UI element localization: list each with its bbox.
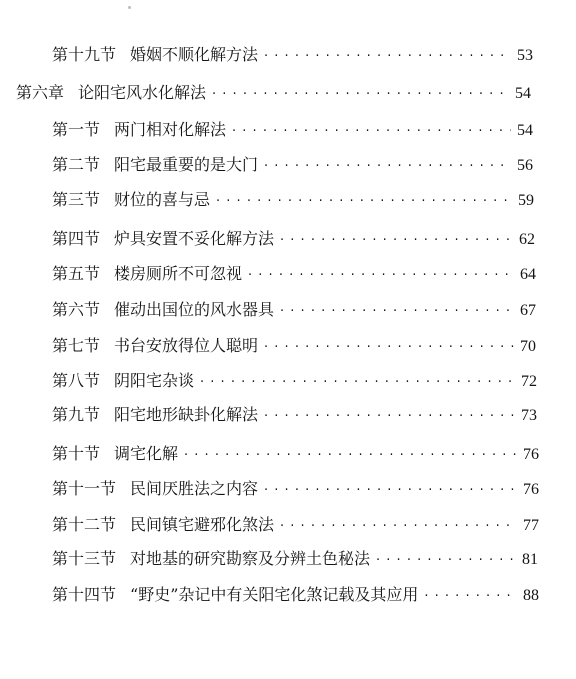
section-number: 第四节 (52, 229, 101, 248)
section-number: 第八节 (52, 371, 101, 390)
section-title: 催动出国位的风水器具 (114, 300, 275, 319)
section-number: 第十四节 (52, 585, 117, 604)
page-number: 77 (523, 517, 539, 534)
chapter-number: 第六章 (16, 83, 65, 102)
scan-speck (128, 6, 131, 9)
dot-leader (248, 266, 514, 286)
dot-leader (264, 407, 515, 427)
toc-entry[interactable] (52, 120, 533, 142)
page-number: 54 (517, 122, 533, 139)
toc-entry[interactable] (52, 229, 535, 251)
section-number: 第五节 (52, 264, 101, 283)
dot-leader (424, 587, 517, 607)
toc-entry[interactable] (52, 405, 537, 427)
dot-leader (216, 192, 512, 212)
toc-entry[interactable] (52, 264, 536, 286)
section-title: 民间厌胜法之内容 (130, 479, 259, 498)
page-number: 56 (517, 157, 533, 174)
page-number: 76 (523, 446, 539, 463)
section-title: 阴阳宅杂谈 (114, 371, 195, 390)
toc-entry[interactable] (52, 444, 539, 466)
page-number: 64 (520, 266, 536, 283)
dot-leader (264, 338, 514, 358)
section-title: 阳宅地形缺卦化解法 (114, 405, 259, 424)
section-title: 对地基的研究勘察及分辨土色秘法 (130, 549, 371, 568)
section-number: 第十二节 (52, 515, 117, 534)
chapter-title: 论阳宅风水化解法 (78, 83, 207, 102)
toc-entry[interactable] (52, 336, 536, 358)
section-number: 第十三节 (52, 549, 117, 568)
section-number: 第七节 (52, 336, 101, 355)
dot-leader (280, 517, 517, 537)
page-number: 72 (521, 373, 537, 390)
section-title: 调宅化解 (114, 444, 179, 463)
page-number: 70 (520, 338, 536, 355)
dot-leader (200, 373, 515, 393)
dot-leader (184, 446, 517, 466)
dot-leader (280, 302, 514, 322)
section-number: 第二节 (52, 155, 101, 174)
dot-leader (376, 551, 516, 571)
page-number: 54 (515, 85, 531, 102)
page-number: 62 (519, 231, 535, 248)
section-title: 民间镇宅避邪化煞法 (130, 515, 275, 534)
section-title: 炉具安置不妥化解方法 (114, 229, 275, 248)
section-title: 两门相对化解法 (114, 120, 227, 139)
section-title: 阳宅最重要的是大门 (114, 155, 259, 174)
section-title: 婚姻不顺化解方法 (130, 45, 259, 64)
dot-leader (280, 231, 513, 251)
toc-entry[interactable] (52, 300, 536, 322)
dot-leader (264, 481, 517, 501)
toc-entry[interactable] (52, 585, 539, 607)
section-title: “野史”杂记中有关阳宅化煞记载及其应用 (130, 585, 419, 604)
dot-leader (264, 157, 511, 177)
section-number: 第十一节 (52, 479, 117, 498)
section-number: 第十九节 (52, 45, 117, 64)
toc-entry[interactable] (52, 515, 539, 537)
section-number: 第十节 (52, 444, 101, 463)
section-title: 财位的喜与忌 (114, 190, 211, 209)
dot-leader (264, 47, 511, 67)
toc-entry[interactable] (52, 549, 538, 571)
dot-leader (212, 85, 509, 105)
section-number: 第九节 (52, 405, 101, 424)
section-number: 第六节 (52, 300, 101, 319)
page-number: 67 (520, 302, 536, 319)
page-number: 59 (518, 192, 534, 209)
section-number: 第一节 (52, 120, 101, 139)
dot-leader (232, 122, 511, 142)
page-number: 88 (523, 587, 539, 604)
toc-chapter-entry[interactable] (16, 83, 531, 105)
toc-entry[interactable] (52, 190, 534, 212)
page-number: 76 (523, 481, 539, 498)
page-number: 81 (522, 551, 538, 568)
toc-entry[interactable] (52, 479, 539, 501)
toc-entry[interactable] (52, 371, 537, 393)
section-title: 楼房厕所不可忽视 (114, 264, 243, 283)
page-number: 73 (521, 407, 537, 424)
toc-entry[interactable] (52, 155, 533, 177)
page-number: 53 (517, 47, 533, 64)
section-title: 书台安放得位人聪明 (114, 336, 259, 355)
toc-entry[interactable] (52, 45, 533, 67)
section-number: 第三节 (52, 190, 101, 209)
